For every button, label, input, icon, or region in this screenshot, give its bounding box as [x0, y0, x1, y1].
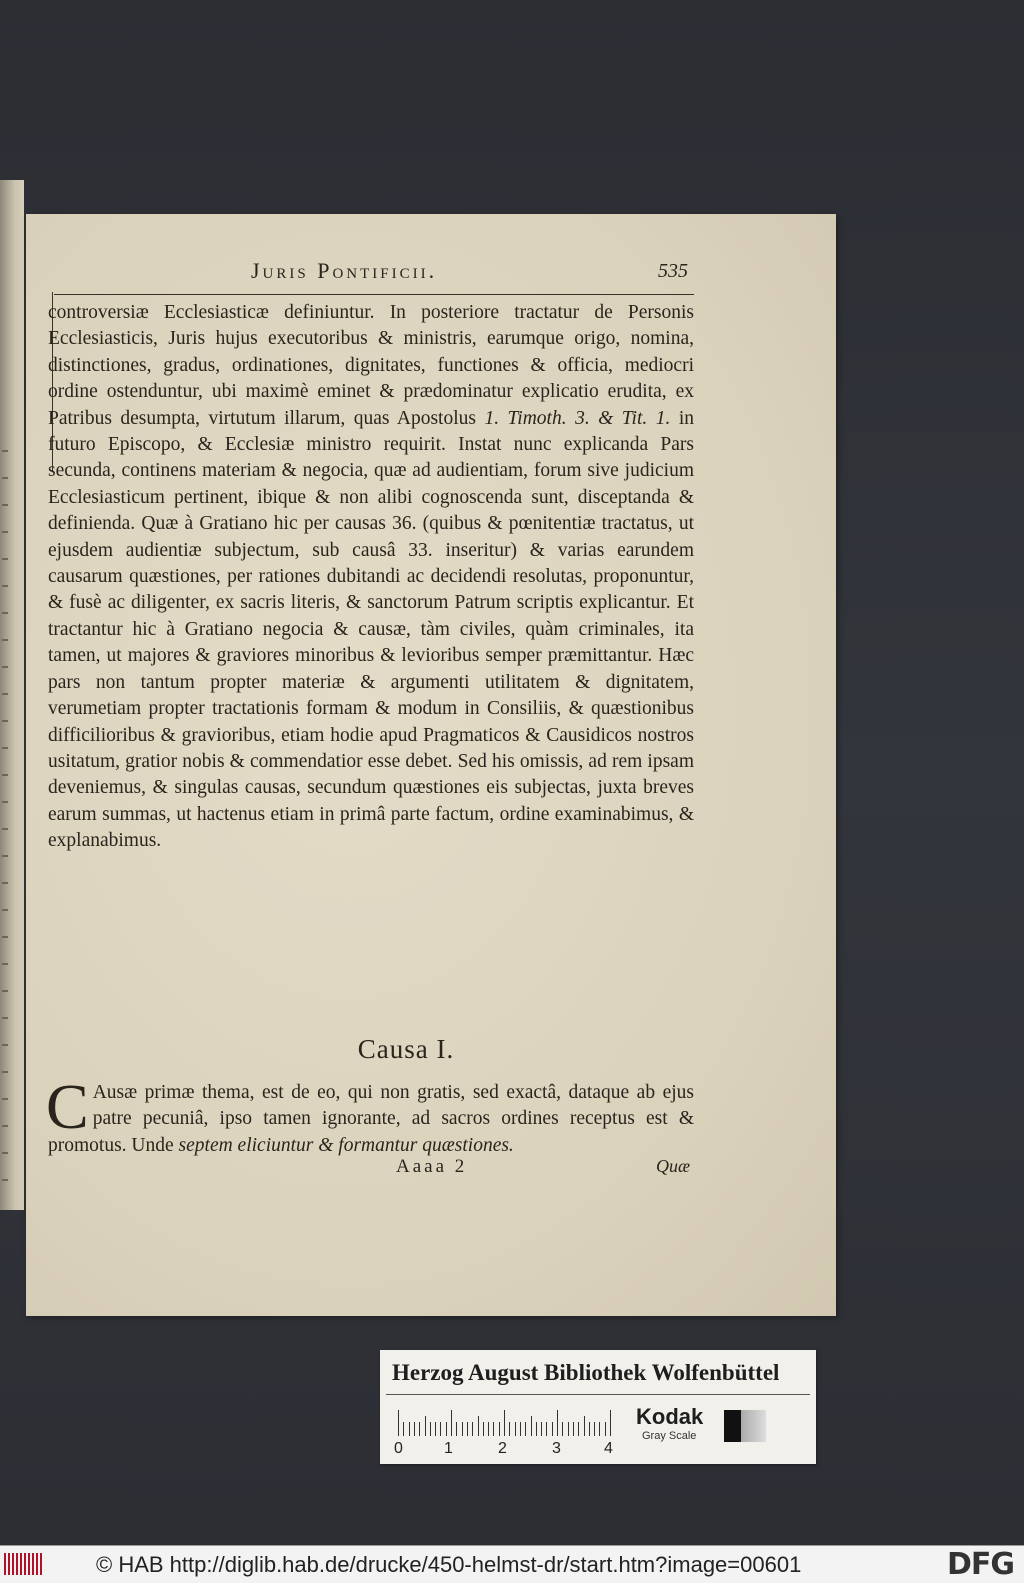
edge-mark	[2, 585, 8, 587]
header-rule	[54, 294, 694, 296]
ruler-tick	[520, 1422, 521, 1436]
edge-mark	[2, 828, 8, 830]
ruler-tick	[488, 1422, 489, 1436]
ruler-tick	[504, 1410, 505, 1436]
catchword: Quæ	[655, 1156, 690, 1176]
edge-mark	[2, 450, 8, 452]
library-name: Herzog August Bibliothek Wolfenbüttel	[392, 1360, 780, 1385]
edge-mark	[2, 477, 8, 479]
edge-mark	[2, 909, 8, 911]
edge-mark	[2, 720, 8, 722]
ruler-tick	[493, 1422, 494, 1436]
footer-bar	[0, 1545, 1024, 1583]
ruler-tick	[398, 1410, 399, 1436]
logo-bar	[20, 1553, 22, 1575]
dfg-logo: DFG	[946, 1547, 1014, 1582]
signature-mark: Aaaa 2	[396, 1156, 468, 1177]
cause-text: Ausæ primæ thema, est de eo, qui non gratis, sed exactâ, dataque ab ejus patre pecuniâ, ipso tamen ignorante, ad sacros ordines receptus est & promotus. Unde	[48, 1082, 694, 1156]
edge-mark	[2, 1098, 8, 1100]
drop-cap: C	[46, 1071, 89, 1142]
edge-mark	[2, 693, 8, 695]
edge-mark	[2, 531, 8, 533]
ruler-tick	[584, 1416, 585, 1436]
ruler-tick	[578, 1422, 579, 1436]
ruler-tick	[509, 1422, 510, 1436]
ruler-tick	[605, 1422, 606, 1436]
ruler-tick	[462, 1422, 463, 1436]
ruler-tick	[610, 1410, 611, 1436]
edge-mark	[2, 963, 8, 965]
label-rule	[386, 1394, 810, 1395]
edge-mark	[2, 936, 8, 938]
ruler-tick	[531, 1416, 532, 1436]
adjacent-page-edge	[0, 180, 24, 1210]
edge-mark	[2, 882, 8, 884]
logo-bar	[28, 1553, 30, 1575]
ruler-tick	[541, 1422, 542, 1436]
edge-mark	[2, 1044, 8, 1046]
ruler-tick	[515, 1422, 516, 1436]
running-title: Juris Pontificii.	[251, 258, 438, 283]
ruler-tick	[419, 1422, 420, 1436]
ruler-tick	[483, 1422, 484, 1436]
copyright-url: © HAB http://diglib.hab.de/drucke/450-helmst-dr/start.htm?image=00601	[96, 1552, 802, 1577]
edge-mark	[2, 1125, 8, 1127]
ruler-tick	[467, 1422, 468, 1436]
kodak-brand: Kodak	[636, 1404, 704, 1429]
edge-mark	[2, 504, 8, 506]
scripture-reference: 1. Timoth. 3. & Tit. 1.	[484, 407, 671, 429]
ruler-tick	[430, 1422, 431, 1436]
ruler-tick	[478, 1416, 479, 1436]
ruler-tick	[456, 1422, 457, 1436]
gray-scale-swatch	[724, 1410, 766, 1442]
logo-bar	[4, 1553, 6, 1575]
kodak-subtitle: Gray Scale	[642, 1430, 697, 1442]
ruler-tick	[525, 1422, 526, 1436]
main-text-continued: in futuro Episcopo, & Ecclesiæ ministro requirit. Instat nunc explicanda Pars secunda, continens materiam & negocia, quæ ad audientiam, forum sive judicium Ecclesiasticum pertinent, ibique & non alibi cognoscenda sunt, disceptanda & definienda. Quæ à Gratiano hic per causas 36. (quibus & pœnitentiæ tractatus, ut ejusdem audientiæ subjectum, sub causâ 33. inseritur) & varias earundem causarum quæstiones, per rationes dubitandi ac decidendi resolutas, proponuntur, & fusè ac diligenter, ex sacris literis, & sanctorum Patrum scriptis explicantur. Et tractantur hic à Gratiano negocia & causæ, tàm civiles, quàm criminales, ita tamen, ut majores & graviores minoribus & levioribus semper præmittantur. Hæc pars non tantum propter materiæ & argumenti utilitatem & dignitatem, verumetiam propter tractationis formam & modum in Consiliis, & quæstionibus difficilioribus & gravioribus, etiam hodie apud Pragmaticos & Causidicos nostros usitatum, gratior nobis & commendatior esse debet. Sed his omissis, ad rem ipsam deveniemus, & singulas causas, secundum quæstiones eis subjectas, juxta breves earum summas, ut hactenus etiam in primâ parte factum, ordine examinabimus, & explanabimus.	[48, 407, 695, 852]
ruler-tick	[435, 1422, 436, 1436]
edge-mark	[2, 639, 8, 641]
logo-bar	[8, 1553, 10, 1575]
cause-text-block	[46, 1071, 694, 1159]
logo-bar	[16, 1553, 18, 1575]
main-text-block	[48, 300, 694, 855]
logo-bar	[12, 1553, 14, 1575]
logo-bar	[40, 1553, 42, 1575]
scale-ruler	[394, 1408, 614, 1458]
ruler-tick	[599, 1422, 600, 1436]
logo-bar	[36, 1553, 38, 1575]
ruler-number: 4	[604, 1440, 613, 1457]
ruler-tick	[414, 1422, 415, 1436]
ruler-tick	[499, 1422, 500, 1436]
ruler-tick	[425, 1416, 426, 1436]
edge-mark	[2, 666, 8, 668]
edge-mark	[2, 990, 8, 992]
ruler-tick	[562, 1422, 563, 1436]
logo-bar	[32, 1553, 34, 1575]
edge-mark	[2, 612, 8, 614]
edge-mark	[2, 1071, 8, 1073]
running-head	[56, 258, 692, 288]
logo-bar	[24, 1553, 26, 1575]
library-label	[380, 1350, 816, 1464]
ruler-tick	[557, 1410, 558, 1436]
ruler-tick	[589, 1422, 590, 1436]
ruler-tick	[472, 1422, 473, 1436]
ruler-tick	[546, 1422, 547, 1436]
ruler-tick	[568, 1422, 569, 1436]
cause-text-italic: septem eliciuntur & formantur quæstiones.	[178, 1134, 514, 1156]
edge-mark	[2, 747, 8, 749]
ruler-tick	[552, 1422, 553, 1436]
book-page	[26, 214, 836, 1316]
edge-mark	[2, 774, 8, 776]
ruler-number: 2	[498, 1440, 507, 1457]
edge-mark	[2, 855, 8, 857]
edge-mark	[2, 1152, 8, 1154]
ruler-tick	[594, 1422, 595, 1436]
ruler-tick	[573, 1422, 574, 1436]
ruler-number: 1	[444, 1440, 453, 1457]
ruler-tick	[446, 1422, 447, 1436]
main-text: controversiæ Ecclesiasticæ definiuntur. In posteriore tractatur de Personis Ecclesiasticis, Juris hujus executoribus & ministris, earumque origo, nomina, distinctiones, gradus, ordinationes, dignitates, functiones & officia, mediocri ordine ostenduntur, ubi maximè eminet & prædominatur explicatio erudita, ex Patribus desumpta, virtutum illarum, quas Apostolus	[48, 302, 694, 429]
edge-mark	[2, 1017, 8, 1019]
edge-print-marks	[2, 450, 12, 1210]
ruler-tick	[536, 1422, 537, 1436]
ruler-number: 0	[394, 1440, 403, 1457]
ruler-number: 3	[552, 1440, 561, 1457]
ruler-tick	[409, 1422, 410, 1436]
ruler-tick	[451, 1410, 452, 1436]
ruler-tick	[403, 1422, 404, 1436]
ruler-tick	[440, 1422, 441, 1436]
cause-heading: Causa I.	[357, 1034, 455, 1064]
edge-mark	[2, 558, 8, 560]
hab-logo-icon	[4, 1550, 46, 1578]
page-number: 535	[658, 260, 688, 282]
edge-mark	[2, 1179, 8, 1181]
edge-mark	[2, 801, 8, 803]
